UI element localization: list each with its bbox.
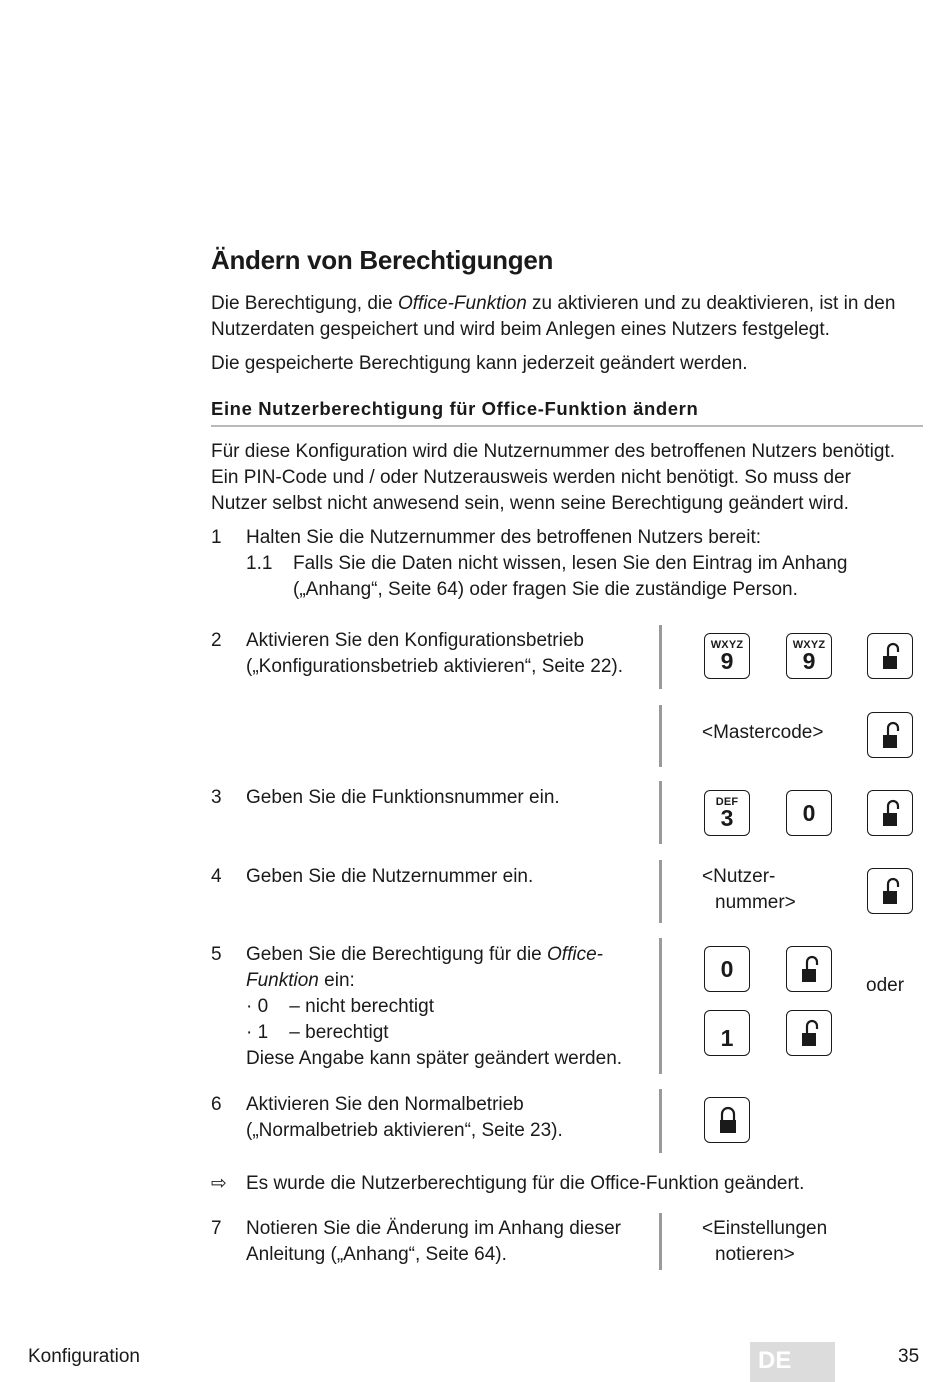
mastercode-label: <Mastercode> xyxy=(702,722,824,743)
step-number: 5 xyxy=(211,944,222,965)
unlock-key xyxy=(867,868,913,914)
lock-key xyxy=(704,1097,750,1143)
unlock-key xyxy=(867,633,913,679)
substep-number: 1.1 xyxy=(246,553,273,574)
unlock-icon xyxy=(880,641,902,671)
key-9: WXYZ 9 xyxy=(704,633,750,679)
page-title: Ändern von Berechtigungen xyxy=(211,245,554,275)
step-number: 1 xyxy=(211,527,222,548)
step-divider xyxy=(659,860,662,923)
footer-section: Konfiguration xyxy=(28,1346,140,1367)
unlock-key xyxy=(786,946,832,992)
key-0: 0 xyxy=(704,946,750,992)
step-number: 2 xyxy=(211,630,222,651)
key-9: WXYZ 9 xyxy=(786,633,832,679)
step-divider xyxy=(659,625,662,689)
step-divider xyxy=(659,938,662,1074)
step-text: Halten Sie die Nutzernummer des betroffenen Nutzers bereit: xyxy=(246,527,762,548)
unlock-icon xyxy=(880,876,902,906)
result-text: Es wurde die Nutzerberechtigung für die Office-Funktion geändert. xyxy=(246,1173,805,1194)
step-text: Geben Sie die Funktionsnummer ein. xyxy=(246,787,560,808)
step-text: Aktivieren Sie den Konfigurationsbetrieb („Konfigurationsbetrieb aktivieren“, Seite 22). xyxy=(246,630,624,677)
step-text: Geben Sie die Nutzernummer ein. xyxy=(246,866,534,887)
step-number: 6 xyxy=(211,1094,222,1115)
key-0: 0 xyxy=(786,790,832,836)
result-arrow-icon: ⇨ xyxy=(211,1173,227,1194)
unlock-key xyxy=(867,712,913,758)
step-text: Aktivieren Sie den Normalbetrieb („Normalbetrieb aktivieren“, Seite 23). xyxy=(246,1094,563,1141)
language-badge: DE xyxy=(750,1342,835,1382)
intro-paragraph-2: Die gespeicherte Berechtigung kann jederzeit geändert werden. xyxy=(211,353,748,374)
lock-icon xyxy=(717,1105,739,1135)
step-divider xyxy=(659,1089,662,1153)
body-paragraph: Für diese Konfiguration wird die Nutzernummer des betroffenen Nutzers benötigt. Ein PIN-Code und / oder Nutzerausweis werden nicht benötigt. So muss der Nutzer selbst nicht anwesend sein, wenn seine Berechtigung geändert wird. xyxy=(211,441,896,514)
step-text: Notieren Sie die Änderung im Anhang dieser Anleitung („Anhang“, Seite 64). xyxy=(246,1218,621,1265)
settings-note-label: <Einstellungen notieren> xyxy=(702,1218,828,1265)
or-label: oder xyxy=(866,975,905,996)
section-rule xyxy=(211,425,923,427)
unlock-key xyxy=(786,1010,832,1056)
unlock-icon xyxy=(799,1018,821,1048)
step-number: 7 xyxy=(211,1218,222,1239)
section-heading: Eine Nutzerberechtigung für Office-Funktion ändern xyxy=(211,398,699,419)
step-divider xyxy=(659,781,662,844)
unlock-icon xyxy=(880,798,902,828)
unlock-key xyxy=(867,790,913,836)
step-divider xyxy=(659,1213,662,1270)
step-number: 4 xyxy=(211,866,222,887)
key-1: 1 xyxy=(704,1010,750,1056)
step-divider xyxy=(659,705,662,767)
key-3: DEF 3 xyxy=(704,790,750,836)
page-number: 35 xyxy=(898,1346,920,1367)
user-number-label: <Nutzer- nummer> xyxy=(702,866,796,913)
substep-text: Falls Sie die Daten nicht wissen, lesen Sie den Eintrag im Anhang („Anhang“, Seite 64) oder fragen Sie die zuständige Person. xyxy=(293,553,848,600)
unlock-icon xyxy=(799,954,821,984)
step-text: Geben Sie die Berechtigung für die Office- Funktion ein: · 0 – nicht berechtigt · 1 – berechtigt Diese Angabe kann später geändert werden. xyxy=(246,944,623,1069)
step-number: 3 xyxy=(211,787,222,808)
unlock-icon xyxy=(880,720,902,750)
intro-paragraph: Die Berechtigung, die Office-Funktion zu aktivieren und zu deaktivieren, ist in den Nutzerdaten gespeichert und wird beim Anlegen eines Nutzers festgelegt. xyxy=(211,293,896,340)
